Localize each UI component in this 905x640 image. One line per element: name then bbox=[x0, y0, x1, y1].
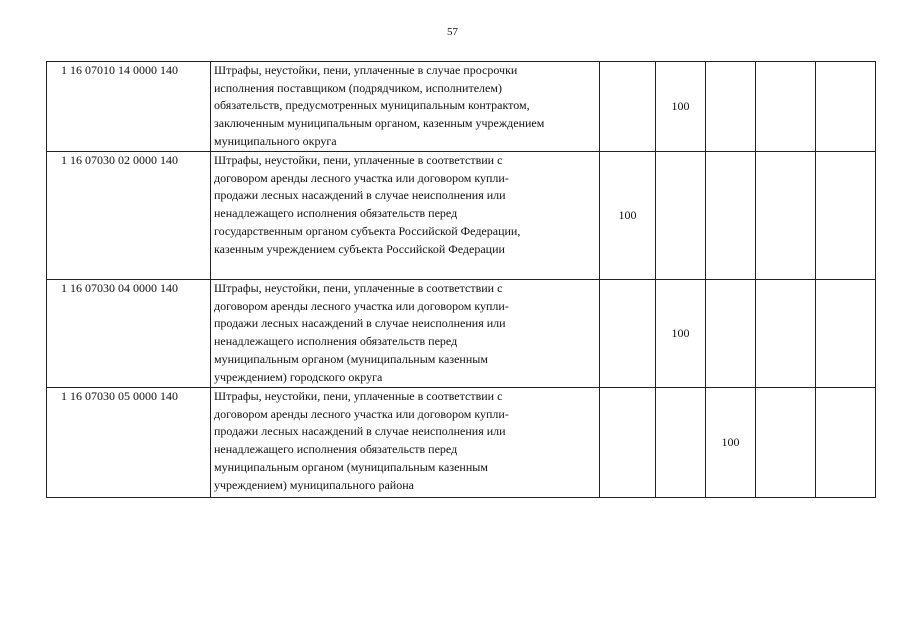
value-cell bbox=[600, 280, 656, 388]
description-line: муниципальным органом (муниципальным казенным bbox=[214, 351, 488, 366]
value-cell bbox=[756, 62, 816, 152]
description-line: Штрафы, неустойки, пени, уплаченные в соответствии с bbox=[214, 153, 503, 167]
description-line: Штрафы, неустойки, пени, уплаченные в соответствии с bbox=[214, 281, 503, 295]
table-row bbox=[47, 280, 876, 388]
description-line: продажи лесных насаждений в случае неисполнения или bbox=[214, 188, 506, 203]
description-line: договором аренды лесного участка или договором купли- bbox=[214, 406, 509, 421]
description-line: продажи лесных насаждений в случае неисполнения или bbox=[214, 424, 506, 439]
description-line: договором аренды лесного участка или договором купли- bbox=[214, 298, 509, 313]
value-cell bbox=[816, 388, 876, 498]
revenue-code-cell: 1 16 07030 02 0000 140 bbox=[47, 152, 211, 280]
description-cell bbox=[211, 388, 600, 498]
value-cell: 100 bbox=[600, 152, 656, 280]
description-line: Штрафы, неустойки, пени, уплаченные в соответствии с bbox=[214, 389, 503, 403]
page-number: 57 bbox=[447, 26, 458, 38]
value-cell bbox=[656, 152, 706, 280]
value-cell bbox=[600, 388, 656, 498]
description-line: ненадлежащего исполнения обязательств перед bbox=[214, 442, 458, 457]
value-cell bbox=[756, 388, 816, 498]
description-line: Штрафы, неустойки, пени, уплаченные в случае просрочки bbox=[214, 63, 518, 77]
revenue-code-cell: 1 16 07030 05 0000 140 bbox=[47, 388, 211, 498]
revenue-code-cell: 1 16 07030 04 0000 140 bbox=[47, 280, 211, 388]
description-line: муниципальным органом (муниципальным казенным bbox=[214, 459, 488, 474]
value-cell bbox=[756, 152, 816, 280]
table-row bbox=[47, 62, 876, 152]
value-cell bbox=[816, 152, 876, 280]
value-cell bbox=[706, 280, 756, 388]
description-cell bbox=[211, 62, 600, 152]
description-line: договором аренды лесного участка или договором купли- bbox=[214, 170, 509, 185]
description-line: государственным органом субъекта Российской Федерации, bbox=[214, 223, 521, 238]
value-cell bbox=[706, 62, 756, 152]
value-cell bbox=[600, 62, 656, 152]
description-line: обязательств, предусмотренных муниципальным контрактом, bbox=[214, 98, 530, 113]
revenue-code-cell: 1 16 07010 14 0000 140 bbox=[47, 62, 211, 152]
description-line: ненадлежащего исполнения обязательств перед bbox=[214, 206, 458, 221]
description-line: заключенным муниципальным органом, казенным учреждением bbox=[214, 116, 545, 131]
description-line: продажи лесных насаждений в случае неисполнения или bbox=[214, 316, 506, 331]
table-row bbox=[47, 388, 876, 498]
value-cell bbox=[756, 280, 816, 388]
description-line: казенным учреждением субъекта Российской Федерации bbox=[214, 241, 505, 256]
description-line: ненадлежащего исполнения обязательств перед bbox=[214, 334, 458, 349]
description-line: исполнения поставщиком (подрядчиком, исполнителем) bbox=[214, 80, 502, 95]
description-cell bbox=[211, 152, 600, 280]
value-cell: 100 bbox=[656, 280, 706, 388]
value-cell bbox=[656, 388, 706, 498]
description-cell bbox=[211, 280, 600, 388]
description-line: учреждением) муниципального района bbox=[214, 477, 414, 492]
description-line: учреждением) городского округа bbox=[214, 369, 383, 384]
value-cell bbox=[816, 62, 876, 152]
description-line: муниципального округа bbox=[214, 133, 337, 148]
value-cell bbox=[706, 152, 756, 280]
revenue-codes-table bbox=[46, 61, 876, 498]
value-cell: 100 bbox=[706, 388, 756, 498]
table-row bbox=[47, 152, 876, 280]
value-cell: 100 bbox=[656, 62, 706, 152]
value-cell bbox=[816, 280, 876, 388]
